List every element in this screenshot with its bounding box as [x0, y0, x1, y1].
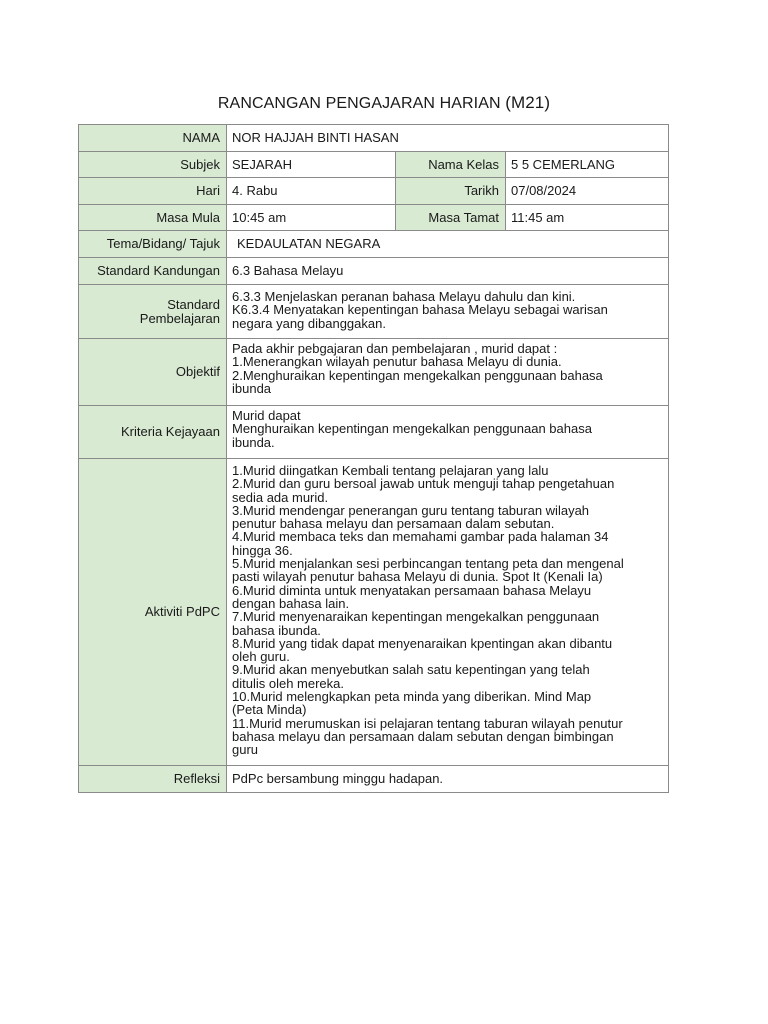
aktiviti-label: Aktiviti PdPC	[79, 459, 227, 766]
standard-pembelajaran-value	[227, 285, 669, 339]
tarikh-value: 07/08/2024	[506, 178, 669, 205]
nama-label: NAMA	[79, 125, 227, 152]
text-line: 10.Murid melengkapkan peta minda yang diberikan. Mind Map	[232, 689, 592, 705]
objektif-label: Objektif	[79, 339, 227, 406]
kriteria-label: Kriteria Kejayaan	[79, 406, 227, 459]
text-line: 4.Murid membaca teks dan memahami gambar pada halaman 34	[232, 529, 609, 545]
text-line: 2.Menghuraikan kepentingan mengekalkan penggunaan bahasa	[232, 367, 603, 383]
text-line: hingga 36.	[232, 542, 293, 558]
text-line: 6.Murid diminta untuk menyatakan persamaan bahasa Melayu	[232, 582, 592, 598]
tarikh-label: Tarikh	[396, 178, 506, 205]
row-refleksi	[79, 766, 669, 793]
text-line: 8.Murid yang tidak dapat menyenaraikan kpentingan akan dibantu	[232, 635, 613, 651]
text-line: ibunda	[232, 380, 272, 396]
row-kriteria	[79, 406, 669, 459]
tema-label: Tema/Bidang/ Tajuk	[79, 231, 227, 258]
text-line: 5.Murid menjalankan sesi perbincangan tentang peta dan mengenal	[232, 556, 624, 572]
row-tema	[79, 231, 669, 258]
nama-value: NOR HAJJAH BINTI HASAN	[227, 125, 669, 152]
text-line: Menghuraikan kepentingan mengekalkan penggunaan bahasa	[232, 421, 592, 437]
text-line: ditulis oleh mereka.	[232, 675, 344, 691]
refleksi-label: Refleksi	[79, 766, 227, 793]
subjek-label: Subjek	[79, 152, 227, 178]
text-line: 1.Menerangkan wilayah penutur bahasa Melayu di dunia.	[232, 354, 562, 370]
text-line: Murid dapat	[232, 408, 301, 423]
lesson-plan-table	[78, 124, 669, 793]
text-line: dengan bahasa lain.	[232, 595, 350, 611]
row-standard-kandungan	[79, 258, 669, 285]
text-line: 11.Murid merumuskan isi pelajaran tentang taburan wilayah penutur	[232, 715, 623, 731]
aktiviti-value	[227, 459, 669, 766]
text-line: ibunda.	[232, 434, 275, 450]
standard-pembelajaran-label	[79, 285, 227, 339]
text-line: 6.3.3 Menjelaskan peranan bahasa Melayu dahulu dan kini.	[232, 289, 576, 304]
hari-value: 4. Rabu	[227, 178, 396, 205]
text-line: oleh guru.	[232, 649, 290, 665]
kriteria-value	[227, 406, 669, 459]
text-line: 2.Murid dan guru bersoal jawab untuk menguji tahap pengetahuan	[232, 476, 615, 492]
text-line: K6.3.4 Menyatakan kepentingan bahasa Melayu sebagai warisan	[232, 302, 608, 318]
text-line: bahasa melayu dan persamaan dalam sebutan dengan bimbingan	[232, 728, 614, 744]
text-line: penutur bahasa melayu dan persamaan dalam sebutan.	[232, 516, 555, 532]
masa-tamat-label: Masa Tamat	[396, 205, 506, 231]
page-title-main: RANCANGAN PENGAJARAN HARIAN	[217, 95, 501, 112]
refleksi-value: PdPc bersambung minggu hadapan.	[227, 766, 669, 793]
row-aktiviti	[79, 459, 669, 766]
row-standard-pembelajaran	[79, 285, 669, 339]
text-line: guru	[232, 742, 259, 758]
text-line: pasti wilayah penutur bahasa Melayu di dunia. Spot It (Kenali Ia)	[232, 569, 603, 585]
masa-mula-label: Masa Mula	[79, 205, 227, 231]
standard-kandungan-value: 6.3 Bahasa Melayu	[227, 258, 669, 285]
masa-tamat-value: 11:45 am	[506, 205, 669, 231]
row-hari	[79, 178, 669, 205]
standard-pembelajaran-label-line: Standard	[167, 297, 220, 313]
nama-kelas-label: Nama Kelas	[396, 152, 506, 178]
row-masa	[79, 205, 669, 231]
row-subjek	[79, 152, 669, 178]
masa-mula-value: 10:45 am	[227, 205, 396, 231]
standard-kandungan-label: Standard Kandungan	[79, 258, 227, 285]
text-line: 7.Murid menyenaraikan kepentingan mengekalkan penggunaan	[232, 609, 600, 625]
standard-pembelajaran-label-line: Pembelajaran	[139, 310, 220, 326]
row-objektif	[79, 339, 669, 406]
text-line: negara yang dibanggakan.	[232, 315, 386, 331]
page-title	[0, 93, 768, 113]
text-line: (Peta Minda)	[232, 702, 307, 718]
text-line: bahasa ibunda.	[232, 622, 321, 638]
page-title-code: (M21)	[505, 93, 551, 112]
text-line: sedia ada murid.	[232, 489, 329, 505]
text-line: 3.Murid mendengar penerangan guru tentang taburan wilayah	[232, 502, 590, 518]
text-line: 1.Murid diingatkan Kembali tentang pelajaran yang lalu	[232, 463, 549, 478]
tema-value: KEDAULATAN NEGARA	[227, 231, 669, 258]
text-line: 9.Murid akan menyebutkan salah satu kepentingan yang telah	[232, 662, 590, 678]
objektif-value	[227, 339, 669, 406]
text-line: Pada akhir pebgajaran dan pembelajaran , murid dapat :	[232, 341, 558, 356]
hari-label: Hari	[79, 178, 227, 205]
row-nama	[79, 125, 669, 152]
nama-kelas-value: 5 5 CEMERLANG	[506, 152, 669, 178]
subjek-value: SEJARAH	[227, 152, 396, 178]
